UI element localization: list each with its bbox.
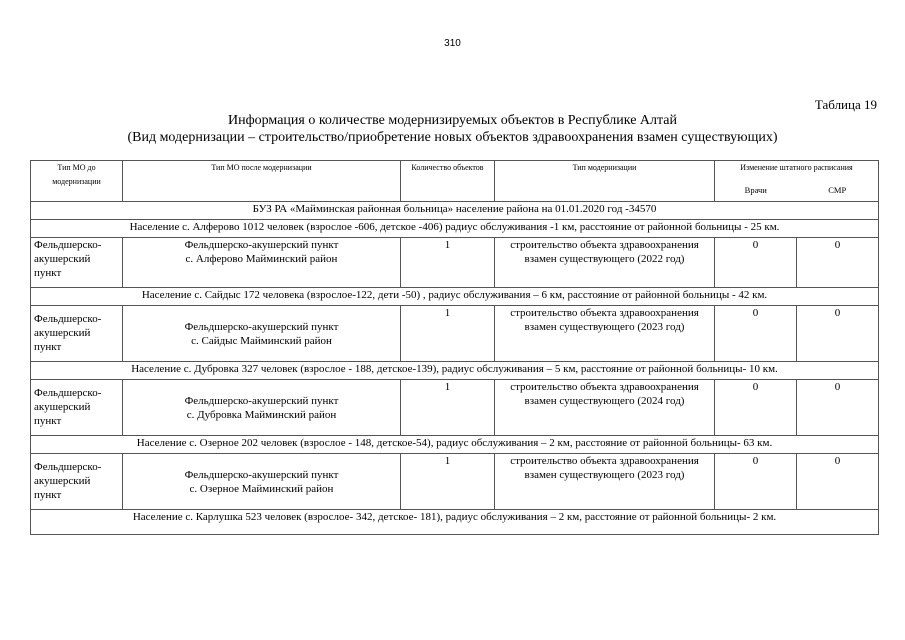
table-label: Таблица 19 (814, 97, 877, 112)
cell-type-before: Фельдшерско-акушерский пункт (31, 306, 123, 362)
cell-type-after (123, 454, 401, 510)
population-text: Население с. Озерное 202 человек (взрослое - 148, детское-54), радиус обслуживания – 2 км, расстояние от районной больницы- 63 км. (31, 436, 879, 454)
cell-type-before: Фельдшерско-акушерский пункт (31, 380, 123, 436)
header-staff-change: Изменение штатного расписания (715, 161, 879, 184)
section-row (31, 202, 879, 220)
section-title: БУЗ РА «Майминская районная больница» население района на 01.01.2020 год -34570 (31, 202, 879, 220)
cell-doctors: 0 (715, 380, 797, 436)
cell-smr: 0 (797, 238, 879, 288)
cell-mod-type: строительство объекта здравоохранения взамен существующего (2023 год) (495, 306, 715, 362)
cell-mod-type: строительство объекта здравоохранения взамен существующего (2023 год) (495, 454, 715, 510)
table-row (31, 238, 879, 288)
cell-type-after (123, 380, 401, 436)
page-number: 310 (444, 38, 461, 49)
cell-quantity: 1 (401, 238, 495, 288)
cell-type-before: Фельдшерско-акушерский пункт (31, 238, 123, 288)
population-text: Население с. Дубровка 327 человек (взрослое - 188, детское-139), радиус обслуживания – 5 км, расстояние от районной больницы- 10 км. (31, 362, 879, 380)
cell-type-after (123, 306, 401, 362)
type-after-line-2: с. Озерное Майминский район (189, 482, 334, 495)
type-after-line-1: Фельдшерско-акушерский пункт (184, 239, 339, 251)
type-after-line-2: с. Алферово Майминский район (185, 253, 338, 265)
table-row (31, 454, 879, 510)
table-row (31, 306, 879, 362)
cell-doctors: 0 (715, 238, 797, 288)
title-line-2: (Вид модернизации – строительство/приобретение новых объектов здравоохранения взамен существующих) (127, 130, 778, 145)
cell-type-before: Фельдшерско-акушерский пункт (31, 454, 123, 510)
type-after-line-1: Фельдшерско-акушерский пункт (184, 320, 339, 333)
cell-smr: 0 (797, 454, 879, 510)
cell-doctors: 0 (715, 454, 797, 510)
population-row (31, 436, 879, 454)
population-text: Население с. Алферово 1012 человек (взрослое -606, детское -406) радиус обслуживания -1 км, расстояние от районной больницы - 25 км. (31, 220, 879, 238)
cell-mod-type: строительство объекта здравоохранения взамен существующего (2024 год) (495, 380, 715, 436)
title-line-1: Информация о количестве модернизируемых объектов в Республике Алтай (227, 113, 678, 128)
header-smr: СМР (797, 183, 879, 202)
table-row (31, 380, 879, 436)
cell-mod-type: строительство объекта здравоохранения взамен существующего (2022 год) (495, 238, 715, 288)
modernization-table (30, 160, 879, 535)
cell-type-after (123, 238, 401, 288)
population-row (31, 288, 879, 306)
header-quantity: Количество объектов (401, 161, 495, 202)
cell-smr: 0 (797, 306, 879, 362)
type-after-line-1: Фельдшерско-акушерский пункт (184, 468, 339, 481)
population-text: Население с. Карлушка 523 человек (взрослое- 342, детское- 181), радиус обслуживания – 2 км, расстояние от районной больницы- 2 км. (31, 510, 879, 535)
population-text: Население с. Сайдыс 172 человека (взрослое-122, дети -50) , радиус обслуживания – 6 км, расстояние от районной больницы - 42 км. (31, 288, 879, 306)
header-row (31, 161, 879, 184)
type-after-line-2: с. Сайдыс Майминский район (191, 334, 332, 347)
cell-quantity: 1 (401, 380, 495, 436)
cell-smr: 0 (797, 380, 879, 436)
cell-doctors: 0 (715, 306, 797, 362)
type-after-line-2: с. Дубровка Майминский район (186, 408, 337, 421)
cell-quantity: 1 (401, 306, 495, 362)
type-after-line-1: Фельдшерско-акушерский пункт (184, 394, 339, 407)
population-row (31, 362, 879, 380)
cell-quantity: 1 (401, 454, 495, 510)
header-mod-type: Тип модернизации (495, 161, 715, 202)
document-title (0, 112, 905, 146)
population-row (31, 510, 879, 535)
header-doctors: Врачи (715, 183, 797, 202)
header-type-before: Тип МО до модернизации (31, 161, 123, 202)
header-type-after: Тип МО после модернизации (123, 161, 401, 202)
population-row (31, 220, 879, 238)
